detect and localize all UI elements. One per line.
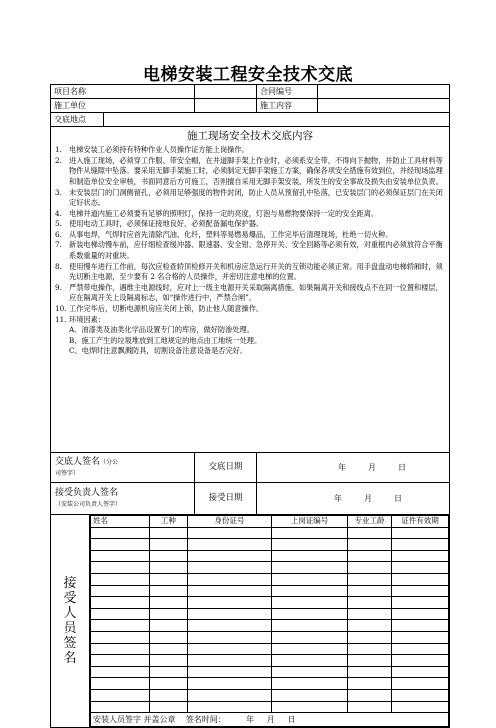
staff-column-header: 证件有效期 — [392, 516, 449, 528]
item-number: 9. — [55, 282, 62, 292]
content-item — [55, 188, 445, 209]
staff-cell[interactable] — [272, 655, 348, 667]
content-item — [55, 283, 445, 304]
staff-cell[interactable] — [347, 550, 391, 562]
staff-row — [91, 597, 449, 609]
staff-row — [91, 550, 449, 562]
receiver-label: 接受负责人签名 — [55, 487, 119, 498]
staff-cell[interactable] — [272, 562, 348, 574]
staff-row — [91, 643, 449, 655]
staff-cell[interactable] — [91, 608, 150, 620]
contract-no-label: 合同编号 — [257, 85, 318, 99]
staff-side-label: 接受人员签名 — [63, 576, 77, 667]
staff-cell[interactable] — [392, 643, 449, 655]
staff-cell[interactable] — [187, 597, 271, 609]
staff-row — [91, 689, 449, 701]
staff-cell[interactable] — [149, 550, 187, 562]
discloser-note-2: 司签字） — [55, 470, 80, 478]
staff-cell[interactable] — [272, 585, 348, 597]
staff-row — [91, 527, 449, 539]
location-value[interactable] — [104, 113, 450, 127]
date-day: 日 — [394, 493, 402, 503]
staff-cell[interactable] — [347, 585, 391, 597]
environment-subitem: B、施工产生的垃圾堆放到工地规定的地点由工地统一处理。 — [69, 335, 262, 345]
staff-cell[interactable] — [347, 620, 391, 632]
project-name-label: 项目名称 — [51, 85, 195, 99]
staff-cell[interactable] — [149, 643, 187, 655]
item-text: 进入施工现场，必须穿工作服、带安全帽，在井道脚手架上作业时，必须系安全带，不得向下抛物，并防止工具材料等物件从缝隙中坠落。要采用无脚手架施工时，必须制定无脚手架施工方案，确保各项安全措施有效到位，并经现场监理和制造单位安全审核，书面同意后方可施工，否则擅自采用无脚手架安装，所发生的安全事故及损失由安装单位负责。 — [69, 155, 443, 186]
staff-cell[interactable] — [149, 631, 187, 643]
item-text: 环境因素： — [69, 314, 105, 324]
staff-cell[interactable] — [91, 573, 150, 585]
staff-cell[interactable] — [187, 678, 271, 690]
staff-row — [91, 655, 449, 667]
staff-cell[interactable] — [187, 643, 271, 655]
content-item — [55, 240, 445, 261]
staff-cell[interactable] — [149, 620, 187, 632]
item-text: 使用电动工具时，必须保证接地良好，必须配备漏电保护器。 — [69, 219, 264, 229]
staff-cell[interactable] — [91, 527, 150, 539]
date-month: 月 — [368, 462, 376, 472]
staff-row — [91, 539, 449, 551]
staff-cell[interactable] — [149, 689, 187, 701]
staff-cell[interactable] — [272, 689, 348, 701]
staff-cell[interactable] — [392, 631, 449, 643]
disclose-date-label: 交底日期 — [195, 453, 257, 483]
staff-cell[interactable] — [91, 620, 150, 632]
staff-cell[interactable] — [347, 539, 391, 551]
staff-cell[interactable] — [392, 620, 449, 632]
staff-cell[interactable] — [392, 608, 449, 620]
staff-cell[interactable] — [187, 620, 271, 632]
construction-unit-value[interactable] — [195, 99, 257, 113]
staff-cell[interactable] — [392, 573, 449, 585]
staff-cell[interactable] — [392, 666, 449, 678]
staff-cell[interactable] — [272, 631, 348, 643]
staff-cell[interactable] — [272, 597, 348, 609]
staff-cell[interactable] — [91, 539, 150, 551]
staff-cell[interactable] — [149, 585, 187, 597]
item-text: 工作完毕后，切断电源机房应关闭上锁，防止他人随意操作。 — [69, 304, 264, 314]
staff-cell[interactable] — [392, 527, 449, 539]
staff-cell[interactable] — [347, 562, 391, 574]
content-item — [55, 262, 445, 283]
staff-cell[interactable] — [272, 666, 348, 678]
staff-cell[interactable] — [187, 608, 271, 620]
content-item — [55, 145, 445, 156]
item-number: 4. — [55, 208, 62, 218]
date-day: 日 — [398, 462, 406, 472]
contract-no-value[interactable] — [318, 85, 450, 99]
content-item — [55, 156, 445, 188]
staff-cell[interactable] — [392, 701, 449, 713]
item-number: 5. — [55, 219, 62, 229]
environment-subitem: A、油漆类及油类化学品设置专门的库房，做好防渗处理。 — [69, 325, 254, 335]
staff-cell[interactable] — [149, 539, 187, 551]
staff-row — [91, 631, 449, 643]
staff-cell[interactable] — [149, 678, 187, 690]
staff-cell[interactable] — [272, 527, 348, 539]
disclosure-form — [50, 84, 450, 728]
staff-cell[interactable] — [91, 631, 150, 643]
staff-cell[interactable] — [347, 701, 391, 713]
item-number: 2. — [55, 155, 62, 165]
staff-row — [91, 620, 449, 632]
staff-cell[interactable] — [149, 608, 187, 620]
staff-cell[interactable] — [272, 701, 348, 713]
staff-cell[interactable] — [272, 620, 348, 632]
content-item — [55, 219, 445, 230]
staff-cell[interactable] — [149, 597, 187, 609]
staff-cell[interactable] — [91, 701, 150, 713]
discloser-signature-label — [51, 453, 195, 483]
staff-cell[interactable] — [91, 643, 150, 655]
staff-cell[interactable] — [187, 689, 271, 701]
item-text: 电梯安装工必须持有特种作业人员操作证方能上岗操作。 — [69, 145, 249, 155]
staff-row — [91, 608, 449, 620]
staff-side-label-cell — [51, 515, 90, 728]
discloser-label: 交底人签名 — [55, 456, 101, 467]
staff-cell[interactable] — [187, 666, 271, 678]
staff-signature-area — [90, 515, 450, 728]
staff-cell[interactable] — [187, 527, 271, 539]
item-number: 11. — [55, 314, 67, 324]
staff-cell[interactable] — [149, 701, 187, 713]
staff-row — [91, 585, 449, 597]
content-item — [55, 315, 445, 326]
staff-cell[interactable] — [187, 573, 271, 585]
staff-cell[interactable] — [149, 562, 187, 574]
staff-cell[interactable] — [392, 562, 449, 574]
staff-row — [91, 562, 449, 574]
item-number: 6. — [55, 229, 62, 239]
staff-row — [91, 573, 449, 585]
staff-cell[interactable] — [392, 655, 449, 667]
staff-cell[interactable] — [392, 689, 449, 701]
staff-cell[interactable] — [149, 666, 187, 678]
staff-cell[interactable] — [347, 689, 391, 701]
item-number: 10. — [55, 304, 67, 314]
staff-cell[interactable] — [347, 655, 391, 667]
item-text: 使用慢车进行工作前，每次应检查轿顶检修开关和机房应急运行开关的互锁功能必须正常。用手盘盘动电梯轿厢时，须先切断主电源，至少要有 2 名合格的人员操作，并密切注意电梯的位置。 — [69, 261, 443, 282]
staff-cell[interactable] — [91, 585, 150, 597]
receiver-note: （安装公司负责人签字） — [55, 501, 122, 509]
document-title: 电梯安装工程安全技术交底 — [143, 65, 353, 85]
staff-cell[interactable] — [187, 550, 271, 562]
staff-footer: 安装人员签字 并盖公章 签名时间： 年 月 日 — [91, 713, 449, 727]
staff-cell[interactable] — [347, 678, 391, 690]
date-year: 年 — [338, 462, 346, 472]
construction-content-value[interactable] — [318, 99, 450, 113]
receiver-signature-label — [51, 483, 195, 515]
staff-column-header: 工种 — [149, 516, 187, 528]
staff-cell[interactable] — [91, 666, 150, 678]
item-number: 3. — [55, 187, 62, 197]
staff-cell[interactable] — [187, 562, 271, 574]
environment-subitem-list — [55, 325, 445, 357]
staff-row — [91, 666, 449, 678]
location-label: 交底地点 — [51, 113, 104, 127]
staff-cell[interactable] — [91, 562, 150, 574]
staff-cell[interactable] — [187, 539, 271, 551]
staff-cell[interactable] — [272, 678, 348, 690]
staff-column-header: 姓名 — [91, 516, 150, 528]
item-number: 7. — [55, 240, 62, 250]
item-text: 电梯井道内施工必须要有足够的照明灯，保持一定的亮度，灯泡与易燃物要保持一定的安全距离。 — [69, 208, 379, 218]
staff-cell[interactable] — [149, 655, 187, 667]
staff-cell[interactable] — [187, 655, 271, 667]
discloser-note-1: （分公 — [100, 458, 119, 466]
item-text: 从事电焊，气焊时应首先清除汽油、化纤，塑料等易燃易爆品，工作完毕后清理现场，杜绝一切火种。 — [69, 229, 393, 239]
staff-column-header: 上岗证编号 — [272, 516, 348, 528]
staff-header-row — [91, 516, 449, 528]
content-item — [55, 230, 445, 241]
staff-cell[interactable] — [272, 573, 348, 585]
item-number: 1. — [55, 145, 62, 155]
receive-date-value[interactable] — [257, 483, 450, 515]
staff-cell[interactable] — [347, 527, 391, 539]
staff-cell[interactable] — [149, 573, 187, 585]
staff-cell[interactable] — [272, 539, 348, 551]
staff-row — [91, 678, 449, 690]
content-item — [55, 304, 445, 315]
date-year: 年 — [334, 493, 342, 503]
staff-cell[interactable] — [187, 701, 271, 713]
disclose-date-value[interactable] — [257, 453, 450, 483]
item-text: 严禁带电操作，遇维主电源线时，应对上一级主电源开关采取隔离措施。如果隔离开关和接线点不在同一位置和楼层，应在隔离开关上设隔离标志，如“操作进行中，严禁合闸”。 — [69, 282, 443, 303]
item-text: 未安装层门的门洞侧留孔，必须用足够强度的物件封闭，防止人员从预留孔中坠落，已安装层门的必须保证层门在关闭定好状态。 — [69, 187, 443, 208]
staff-cell[interactable] — [347, 631, 391, 643]
staff-cell[interactable] — [91, 597, 150, 609]
staff-row — [91, 701, 449, 713]
staff-cell[interactable] — [187, 631, 271, 643]
staff-cell[interactable] — [272, 550, 348, 562]
project-name-value[interactable] — [195, 85, 257, 99]
content-title: 施工现场安全技术交底内容 — [187, 130, 313, 142]
item-number: 8. — [55, 261, 62, 271]
staff-cell[interactable] — [347, 573, 391, 585]
staff-cell[interactable] — [91, 678, 150, 690]
environment-subitem: C、电焊时注意飘溅防具，切割设备注意设备是否完好。 — [69, 346, 248, 356]
staff-cell[interactable] — [91, 689, 150, 701]
item-text: 新装电梯动慢车前，应仔细检查缓冲器、限速器、安全钳、急停开关、安全回路等必须有效，对重框内必须放符合平衡系数重量的对重块。 — [69, 240, 443, 261]
staff-cell[interactable] — [187, 585, 271, 597]
disclosure-content — [51, 127, 450, 453]
staff-cell[interactable] — [347, 643, 391, 655]
staff-table — [90, 515, 449, 727]
receive-date-label: 接受日期 — [195, 483, 257, 515]
staff-cell[interactable] — [392, 585, 449, 597]
staff-cell[interactable] — [392, 678, 449, 690]
staff-cell[interactable] — [149, 527, 187, 539]
staff-cell[interactable] — [272, 643, 348, 655]
date-month: 月 — [364, 493, 372, 503]
staff-column-header: 专业工龄 — [347, 516, 391, 528]
staff-cell[interactable] — [91, 550, 150, 562]
staff-cell[interactable] — [347, 608, 391, 620]
staff-cell[interactable] — [392, 597, 449, 609]
staff-column-header: 身份证号 — [187, 516, 271, 528]
staff-cell[interactable] — [392, 539, 449, 551]
staff-cell[interactable] — [272, 608, 348, 620]
staff-cell[interactable] — [347, 666, 391, 678]
staff-cell[interactable] — [347, 597, 391, 609]
construction-content-label: 施工内容 — [257, 99, 318, 113]
content-item-list — [55, 145, 445, 325]
staff-cell[interactable] — [91, 655, 150, 667]
staff-cell[interactable] — [392, 550, 449, 562]
construction-unit-label: 施工单位 — [51, 99, 195, 113]
content-item — [55, 209, 445, 220]
